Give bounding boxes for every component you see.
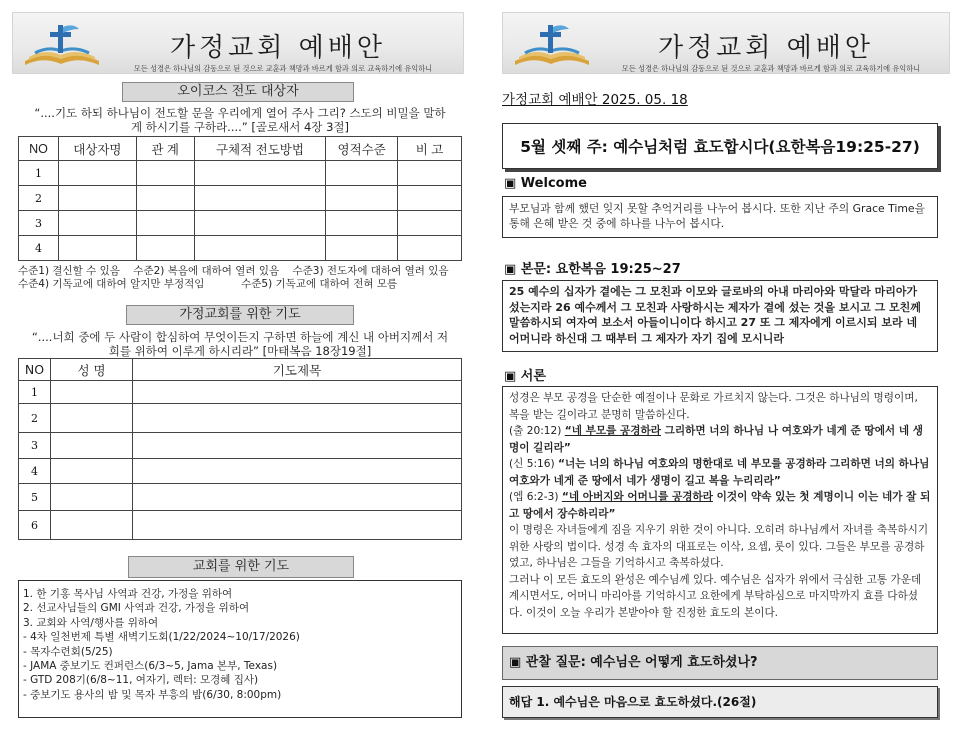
- list-item: - 목자수련회(5/25): [23, 645, 113, 658]
- col-no: NO: [19, 359, 51, 381]
- cell-name[interactable]: [58, 186, 136, 211]
- col-target-name: 대상자명: [58, 137, 136, 161]
- cell-method[interactable]: [194, 211, 326, 236]
- oikos-quote: “....기도 하되 하나님이 전도할 문을 우리에게 열어 주사 그리? 스도의 비밀을 말하게 하시기를 구하라....” [골로새서 4장 3절]: [34, 106, 446, 134]
- cell-note[interactable]: [398, 161, 462, 186]
- sermon-intro: 성경은 부모 공경을 단순한 예절이나 문화로 가르치지 않는다. 그것은 하나님의 명령이며, 복을 받는 길이라고 분명히 말씀하신다.: [509, 392, 918, 421]
- row-number: 4: [19, 236, 59, 261]
- list-item: 3. 교회와 사역/행사를 위하여: [23, 616, 159, 629]
- legend-level-3: 수준3) 전도자에 대하여 열려 있음: [292, 265, 449, 277]
- cell-topic[interactable]: [133, 484, 462, 511]
- verse-body: “너는 너의 하나님 여호와의 명한대로 네 부모를 공경하라 그리하면 너의 하나님 여호와가 네게 준 땅에서 네가 생명이 길고 복을 누리리라”: [509, 458, 930, 487]
- church-prayer-list: [18, 580, 462, 718]
- welcome-text: 부모님과 함께 했던 잊지 못할 추억거리를 나누어 봅시다. 또한 지난 주의 Grace Time을 통해 은혜 받은 것 중에 하나를 나누어 봅시다.: [502, 196, 938, 238]
- verse-highlight: “네 아버지와 어머니를 공경하라: [561, 491, 713, 503]
- row-number: 1: [19, 161, 59, 186]
- table-row: [19, 236, 462, 261]
- scripture-text: 25 예수의 십자가 곁에는 그 모친과 이모와 글로바의 아내 마리아와 막달라 마리아가 섰는지라 26 예수께서 그 모친과 사랑하시는 제자가 곁에 섰는 것을 보시고 그 모친께 말씀하시되 여자여 보소서 아들이니이다 하시고 27 또 그 제자에게 이르시되 보라 네 어머니라 하신대 그 때부터 그 제자가 자기 집에 모시니라: [502, 280, 938, 352]
- cell-name[interactable]: [58, 161, 136, 186]
- list-item: - 4차 일천번제 특별 새벽기도회(1/22/2024~10/17/2026): [23, 631, 300, 644]
- list-item: 2. 선교사님들의 GMI 사역과 건강, 가정을 위하여: [23, 602, 250, 615]
- table-header-row: [19, 359, 462, 381]
- col-prayer-topic: 기도제목: [133, 359, 462, 381]
- cell-name[interactable]: [51, 484, 133, 511]
- col-name: 성 명: [51, 359, 133, 381]
- verse-deuteronomy: [509, 456, 931, 489]
- oikos-title: 오이코스 전도 대상자: [122, 82, 354, 102]
- cell-level[interactable]: [326, 211, 398, 236]
- list-item: - JAMA 중보기도 컨퍼런스(6/3~5, Jama 본부, Texas): [23, 660, 278, 673]
- table-row: [19, 404, 462, 433]
- banner-subtitle: 모든 성경은 하나님의 감동으로 된 것으로 교훈과 책망과 바르게 함과 의로 교육하기에 유익하니: [621, 64, 921, 73]
- verse-ref: (출 20:12): [509, 425, 565, 437]
- level-legend: [18, 265, 449, 291]
- verse-body: 이것이 약속 있는 첫 계명이니 이는 네가 잘 되고 땅에서 장수하리라”: [509, 491, 931, 520]
- cell-name[interactable]: [58, 211, 136, 236]
- sermon-text: [502, 386, 938, 634]
- cell-level[interactable]: [326, 186, 398, 211]
- cell-topic[interactable]: [133, 511, 462, 540]
- table-row: [19, 511, 462, 540]
- list-item: - 중보기도 용사의 밤 및 목자 부흥의 밤(6/30, 8:00pm): [23, 688, 282, 701]
- legend-level-1: 수준1) 결신할 수 있음: [18, 265, 120, 277]
- list-item: 1. 한 기홍 목사님 사역과 건강, 가정을 위하여: [23, 588, 233, 600]
- banner-title: 가정교회 예배안: [169, 33, 387, 63]
- verse-exodus: [509, 423, 931, 456]
- answer-1: 해답 1. 예수님은 마음으로 효도하셨다.(26절): [502, 686, 938, 718]
- cell-level[interactable]: [326, 236, 398, 261]
- cell-method[interactable]: [194, 161, 326, 186]
- table-row: [19, 433, 462, 459]
- sermon-paragraph: 이 명령은 자녀들에게 짐을 지우기 위한 것이 아니다. 오히려 하나님께서 자녀를 축복하시기 위한 사랑의 법이다. 성경 속 효자의 대표로는 이삭, 요셉, 룻이 있다. 그들은 부모를 공경하였고, 하나님은 그들을 기억하시고 축복하셨다.: [509, 524, 929, 569]
- cell-note[interactable]: [398, 186, 462, 211]
- cell-relation[interactable]: [136, 186, 194, 211]
- observation-question: ▣ 관찰 질문: 예수님은 어떻게 효도하셨나?: [502, 646, 938, 680]
- col-note: 비 고: [398, 137, 462, 161]
- legend-level-5: 수준5) 기독교에 대하여 전혀 모름: [241, 278, 398, 290]
- row-number: 2: [19, 186, 59, 211]
- cell-name[interactable]: [51, 381, 133, 404]
- cell-name[interactable]: [58, 236, 136, 261]
- cell-topic[interactable]: [133, 381, 462, 404]
- prayer-title: 가정교회를 위한 기도: [126, 305, 354, 325]
- prayer-quote: “....너희 중에 두 사람이 합심하여 무엇이든지 구하면 하늘에 계신 내 아버지께서 저희를 위하여 이루게 하시리라” [마태복음 18장19절]: [31, 330, 449, 358]
- cell-name[interactable]: [51, 433, 133, 459]
- cell-method[interactable]: [194, 186, 326, 211]
- cell-name[interactable]: [51, 404, 133, 433]
- verse-ref: (신 5:16): [509, 458, 559, 470]
- verse-ref: (엡 6:2-3): [509, 491, 562, 503]
- legend-level-2: 수준2) 복음에 대하여 열려 있음: [133, 265, 280, 277]
- table-row: [19, 161, 462, 186]
- banner: [502, 12, 950, 74]
- col-relation: 관 계: [136, 137, 194, 161]
- col-method: 구체적 전도방법: [194, 137, 326, 161]
- sermon-header: ▣ 서론: [504, 369, 546, 384]
- cell-note[interactable]: [398, 211, 462, 236]
- banner-title: 가정교회 예배안: [657, 33, 875, 63]
- table-header-row: [19, 137, 462, 161]
- row-number: 5: [19, 484, 51, 511]
- table-row: [19, 459, 462, 484]
- row-number: 4: [19, 459, 51, 484]
- banner: [12, 12, 464, 74]
- cell-relation[interactable]: [136, 236, 194, 261]
- cell-name[interactable]: [51, 511, 133, 540]
- cell-topic[interactable]: [133, 404, 462, 433]
- sermon-paragraph: 그러나 이 모든 효도의 완성은 예수님께 있다. 예수님은 십자가 위에서 극심한 고통 가운데 계시면서도, 어머니 마리아를 기억하시고 요한에게 부탁하심으로 마지막까지 효를 다하셨다. 이것이 오늘 우리가 본받아야 할 진정한 효도의 본이다.: [509, 573, 922, 619]
- row-number: 2: [19, 404, 51, 433]
- col-level: 영적수준: [326, 137, 398, 161]
- right-page: [492, 0, 960, 737]
- church-prayer-title: 교회를 위한 기도: [128, 556, 354, 578]
- table-row: [19, 186, 462, 211]
- oikos-table: [18, 136, 462, 261]
- cell-note[interactable]: [398, 236, 462, 261]
- row-number: 3: [19, 433, 51, 459]
- worship-date: 가정교회 예배안 2025. 05. 18: [502, 92, 688, 108]
- verse-ephesians: [509, 489, 931, 522]
- col-no: NO: [19, 137, 59, 161]
- scripture-header: ▣ 본문: 요한복음 19:25~27: [504, 262, 681, 277]
- cell-relation[interactable]: [136, 211, 194, 236]
- banner-subtitle: 모든 성경은 하나님의 감동으로 된 것으로 교훈과 책망과 바르게 함과 의로 교육하기에 유익하니: [133, 64, 433, 73]
- cell-topic[interactable]: [133, 433, 462, 459]
- row-number: 6: [19, 511, 51, 540]
- cell-topic[interactable]: [133, 459, 462, 484]
- verse-highlight: “네 부모를 공경하라: [564, 425, 661, 437]
- cell-level[interactable]: [326, 161, 398, 186]
- cell-method[interactable]: [194, 236, 326, 261]
- list-item: - GTD 208기(6/8~11, 여자기, 렉터: 모경혜 집사): [23, 674, 259, 687]
- welcome-header: ▣ Welcome: [504, 176, 587, 191]
- row-number: 1: [19, 381, 51, 404]
- table-row: [19, 484, 462, 511]
- prayer-table: [18, 358, 462, 540]
- legend-level-4: 수준4) 기독교에 대하여 알지만 부정적임: [18, 278, 205, 290]
- verse-body: 그리하면 너의 하나님 나 여호와가 네게 준 땅에서 네 생명이 길리라”: [509, 425, 924, 454]
- cell-relation[interactable]: [136, 161, 194, 186]
- table-row: [19, 211, 462, 236]
- row-number: 3: [19, 211, 59, 236]
- table-row: [19, 381, 462, 404]
- main-title: 5월 셋째 주: 예수님처럼 효도합시다(요한복음19:25-27): [502, 123, 938, 169]
- cell-name[interactable]: [51, 459, 133, 484]
